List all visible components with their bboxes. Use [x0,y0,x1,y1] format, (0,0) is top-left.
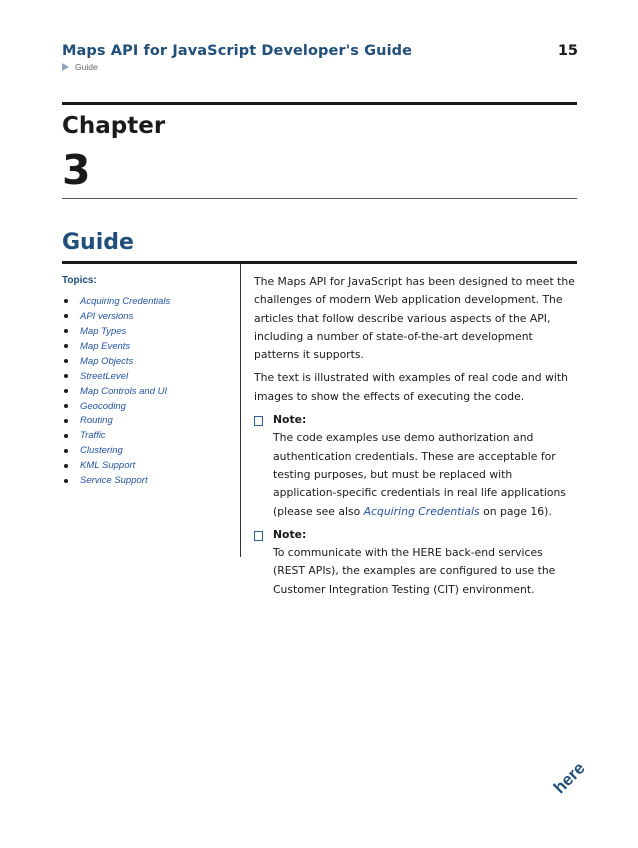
note-label: Note: [273,527,307,541]
chapter-divider [62,198,577,199]
topic-link-map-types[interactable]: Map Types [80,325,127,337]
note-text: The code examples use demo authorization and authentication credentials. These are acceptable for testing purposes, but must be replaced with application-specific credentials in real life applications (please see also [273,431,566,518]
top-divider [62,102,577,105]
bullet-icon [64,419,68,423]
note-header [254,411,578,429]
list-item [62,384,170,399]
note-header [254,526,578,544]
note-body: To communicate with the HERE back-end services (REST APIs), the examples are configured to use the Customer Integration Testing (CIT) environment. [273,546,556,596]
section-divider [62,261,577,264]
bullet-icon [64,314,68,318]
note-label: Note: [273,413,307,427]
topic-link-map-objects[interactable]: Map Objects [80,355,134,367]
bullet-icon [64,299,68,303]
topic-link-map-events[interactable]: Map Events [80,340,131,352]
bullet-icon [64,329,68,333]
list-item [62,309,170,324]
list-item [62,369,170,384]
bullet-icon [64,464,68,468]
list-item [62,443,170,458]
topic-link-clustering[interactable]: Clustering [80,445,123,457]
logo-text: here [549,758,589,798]
bullet-icon [64,344,68,348]
bullet-icon [64,389,68,393]
topic-link-api-versions[interactable]: API versions [80,310,134,322]
note-body [273,429,578,520]
bullet-icon [64,374,68,378]
list-item [62,473,170,488]
note-icon [254,531,263,541]
bullet-icon [64,404,68,408]
topics-label: Topics: [62,275,97,286]
bullet-icon [64,449,68,453]
list-item [62,414,170,429]
illustration-paragraph: The text is illustrated with examples of real code and with images to show the effects of executing the code. [254,371,568,403]
list-item [62,428,170,443]
bullet-icon [64,479,68,483]
list-item [62,339,170,354]
note-text-tail: on page 16). [479,504,552,518]
triangle-right-icon [62,63,69,71]
bullet-icon [64,434,68,438]
list-item [62,399,170,414]
topic-link-kml-support[interactable]: KML Support [80,460,136,472]
section-title: Guide [62,230,134,255]
topic-link-map-controls-and-ui[interactable]: Map Controls and UI [80,385,168,397]
list-item [62,324,170,339]
topic-link-streetlevel[interactable]: StreetLevel [80,370,129,382]
column-divider [240,264,241,557]
main-content [254,273,578,604]
here-logo-icon [545,750,589,798]
bullet-icon [64,359,68,363]
page-number: 15 [557,43,578,59]
document-title: Maps API for JavaScript Developer's Guide [62,43,413,59]
list-item [62,458,170,473]
topics-list [62,294,170,488]
list-item [62,354,170,369]
topic-link-service-support[interactable]: Service Support [80,475,148,487]
topic-link-geocoding[interactable]: Geocoding [80,400,126,412]
breadcrumb [62,62,98,72]
intro-paragraph: The Maps API for JavaScript has been designed to meet the challenges of modern Web application development. The articles that follow describe various aspects of the API, including a number of state-of-the-art development patterns it supports. [254,275,575,362]
chapter-number: 3 [62,146,91,194]
chapter-label: Chapter [62,113,166,139]
list-item [62,294,170,309]
note-icon [254,416,263,426]
topic-link-traffic[interactable]: Traffic [80,430,106,442]
topic-link-acquiring-credentials[interactable]: Acquiring Credentials [80,295,171,307]
topic-link-routing[interactable]: Routing [80,415,113,427]
acquiring-credentials-link[interactable]: Acquiring Credentials [363,504,480,518]
breadcrumb-label: Guide [75,62,98,72]
